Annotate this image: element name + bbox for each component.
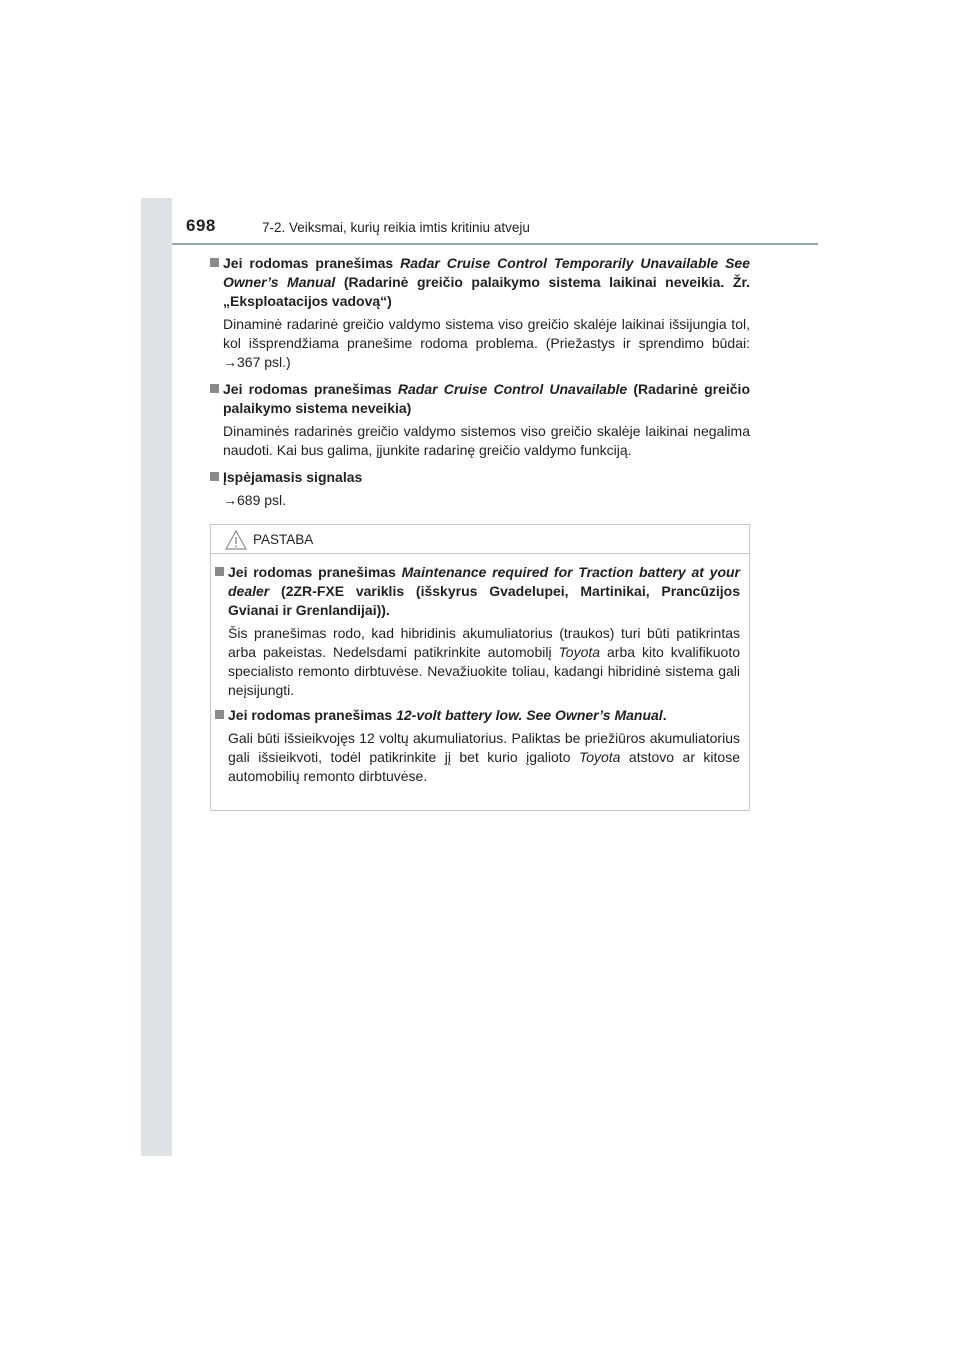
notice-box: [210, 524, 750, 811]
section-radar-temporarily-unavailable: [210, 254, 750, 372]
section-title: Jei rodomas pranešimas 12-volt battery low. See Owner’s Manual.: [215, 706, 740, 725]
square-bullet-icon: [210, 258, 219, 267]
square-bullet-icon: [210, 384, 219, 393]
section-header: 7-2. Veiksmai, kurių reikia imtis kritiniu atveju: [262, 220, 530, 235]
notice-section-12v-battery: [215, 706, 740, 786]
section-title: Jei rodomas pranešimas Radar Cruise Control Unavailable (Radarinė greičio palaikymo sistema neveikia): [210, 380, 750, 418]
side-band: [141, 198, 172, 1156]
page-number: 698: [186, 216, 216, 235]
section-title: Įspėjamasis signalas: [210, 468, 750, 487]
section-body: Dinaminės radarinės greičio valdymo sistemos viso greičio skalėje laikinai negalima naudoti. Kai bus galima, įjunkite radarinę greičio valdymo funkciją.: [223, 423, 750, 458]
square-bullet-icon: [215, 567, 224, 576]
warning-triangle-icon: [225, 530, 247, 550]
notice-body: [211, 554, 749, 786]
page-content: [210, 254, 750, 811]
notice-header: [211, 525, 749, 554]
header-rule: [172, 243, 818, 245]
section-warning-buzzer: [210, 468, 750, 510]
section-body: Šis pranešimas rodo, kad hibridinis akumuliatorius (traukos) turi būti patikrintas arba pakeistas. Nedelsdami patikrinkite automobilį Toyota arba kito kvalifikuoto specialisto remonto dirbtuvėse. Nevažiuokite toliau, kadangi hibridinė sistema gali neįsijungti.: [228, 625, 740, 698]
section-body: →689 psl.: [223, 492, 287, 508]
section-title: Jei rodomas pranešimas Radar Cruise Control Temporarily Unavailable See Owner’s Manual (Radarinė greičio palaikymo sistema laikinai neveikia. Žr. „Eksploatacijos vadovą“): [210, 254, 750, 311]
section-body: Gali būti išsieikvojęs 12 voltų akumuliatorius. Paliktas be priežiūros akumuliatorius gali išsieikvoti, todėl patikrinkite jį bet kurio įgalioto Toyota atstovo ar kitose automobilių remonto dirbtuvėse.: [228, 730, 741, 784]
notice-section-traction-battery: [215, 563, 740, 700]
square-bullet-icon: [215, 710, 224, 719]
notice-label: PASTABA: [253, 532, 314, 547]
section-body: Dinaminė radarinė greičio valdymo sistema viso greičio skalėje laikinai išsijungia tol, kol išsprendžiama pranešime rodoma problema. (Priežastys ir sprendimo būdai: →367 psl.): [223, 316, 750, 370]
section-title: Jei rodomas pranešimas Maintenance required for Traction battery at your dealer (2ZR-FXE variklis (išskyrus Gvadelupei, Martinikai, Prancūzijos Gvianai ir Grenlandijai)).: [215, 563, 740, 620]
square-bullet-icon: [210, 472, 219, 481]
section-radar-unavailable: [210, 380, 750, 460]
